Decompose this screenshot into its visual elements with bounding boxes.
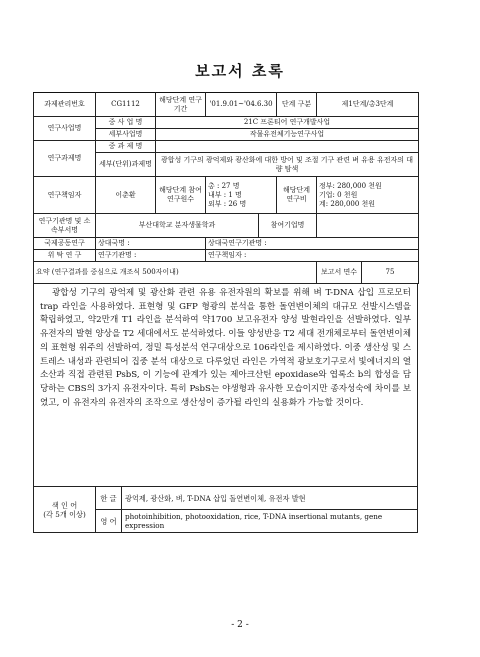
report-summary-table xyxy=(33,92,418,284)
partner-org: 상대국연구기관명 : xyxy=(206,238,419,250)
period-label: 해당단계 연구기간 xyxy=(156,93,206,117)
mid-program-value: 21C 프론티어 연구개발사업 xyxy=(156,117,419,129)
consign-org: 연구기관명 : xyxy=(96,250,206,262)
task-label: 연구과제명 xyxy=(34,141,96,177)
mid-program-label: 중 사 업 명 xyxy=(96,117,156,129)
stage-label: 단계 구분 xyxy=(277,93,317,117)
pages-label: 보고서 면수 xyxy=(317,262,362,284)
period-value: '01.9.01~'04.6.30 xyxy=(206,93,277,117)
intl-label: 국제공동연구 xyxy=(34,238,96,250)
researchers-external: 외부 : 26 명 xyxy=(208,199,247,208)
page-number: - 2 - xyxy=(231,620,249,630)
summary-text: 광합성 기구의 광억제 및 광산화 관련 유용 유전자원의 확보를 위해 벼 T-DNA 삽입 프로모터 trap 라인을 사용하였다. 표현형 및 GFP 형광의 분석을 통한 돌연변이체의 대규모 선발시스템을 확립하였고, 약2만개 T1 라인을 분석하여 약1700 보고유전자 양성 발현라인을 선발하였다. 일부 유전자의 발현 양상을 T2 세대에서도 분석하였다. 이들 양성반응 T2 세대 전개체로부터 돌연변이체의 표현형 위주의 선발하여, 정밀 특성분석 연구대상으로 106라인을 제시하였다. 이중 생산성 및 스트레스 내성과 관련되어 집중 분석 대상으로 다루었던 라인은 가역적 광보호기구로서 빛에너지의 열소산과 직접 관련된 PsbS, 이 기능에 관계가 있는 제아크산틴 epoxidase와 엽록소 b의 합성을 담당하는 CBS의 3가지 유전자이다. 특히 PsbS는 야생형과 유사한 모습이지만 종자성숙에 차이를 보였고, 이 유전자의 유전자의 조작으로 생산성이 증가될 라인의 실용화가 가능할 것이다. xyxy=(40,288,411,408)
keyword-label-line1: 색 인 어 xyxy=(51,500,78,510)
org-value: 부산대학교 분자생물학과 xyxy=(96,214,259,238)
org-label: 연구기관명 및 소속부서명 xyxy=(34,214,96,238)
budget-values xyxy=(317,177,419,214)
keyword-en-label: 영 어 xyxy=(96,510,122,533)
summary-box xyxy=(33,283,418,487)
researchers-total: 총 : 27 명 xyxy=(208,181,240,190)
detail-task-value: 광합성 기구의 광억제와 광산화에 대한 방어 및 조절 기구 관련 벼 유용 유전자의 대량 탐색 xyxy=(156,153,419,177)
pi-label: 연구책임자 xyxy=(34,177,96,214)
budget-total: 계: 280,000 천원 xyxy=(319,199,376,208)
keyword-label-line2: (각 5개 이상) xyxy=(43,509,86,519)
page-title: 보고서 초록 xyxy=(195,62,285,80)
program-label: 연구사업명 xyxy=(34,117,96,141)
keyword-ko-label: 한 글 xyxy=(96,487,122,510)
sub-program-label: 세부사업명 xyxy=(96,129,156,141)
mid-task-value xyxy=(156,141,419,153)
pi-name: 이춘환 xyxy=(96,177,156,214)
consign-label: 위 탁 연 구 xyxy=(34,250,96,262)
researchers-counts xyxy=(206,177,277,214)
company-label: 참여기업명 xyxy=(259,214,317,238)
budget-gov: 정부: 280,000 천원 xyxy=(319,181,382,190)
stage-value: 제1단계/총3단계 xyxy=(317,93,419,117)
researchers-label: 해당단계 참여연구원수 xyxy=(156,177,206,214)
mid-task-label: 중 과 제 명 xyxy=(96,141,156,153)
detail-task-label: 세부(단위)과제명 xyxy=(96,153,156,177)
summary-label: 요약 (연구결과를 중심으로 개조식 500자이내) xyxy=(34,262,317,284)
company-value xyxy=(317,214,419,238)
project-id: CG1112 xyxy=(96,93,156,117)
project-id-label: 과제관리번호 xyxy=(34,93,96,117)
budget-company: 기업: 0 천원 xyxy=(319,190,358,199)
researchers-internal: 내부 : 1 명 xyxy=(208,190,242,199)
partner-country: 상대국명 : xyxy=(96,238,206,250)
keyword-table xyxy=(33,486,418,533)
sub-program-value: 작물유전체기능연구사업 xyxy=(156,129,419,141)
pages-value: 75 xyxy=(362,262,419,284)
keyword-ko: 광억제, 광산화, 벼, T-DNA 삽입 돌연변이체, 유전자 발현 xyxy=(122,487,418,510)
keyword-en: photoinhibition, photooxidation, rice, T-DNA insertional mutants, gene expression xyxy=(122,510,418,533)
consign-pi: 연구책임자 : xyxy=(206,250,419,262)
budget-label: 해당단계 연구비 xyxy=(277,177,317,214)
keyword-label xyxy=(34,487,96,533)
